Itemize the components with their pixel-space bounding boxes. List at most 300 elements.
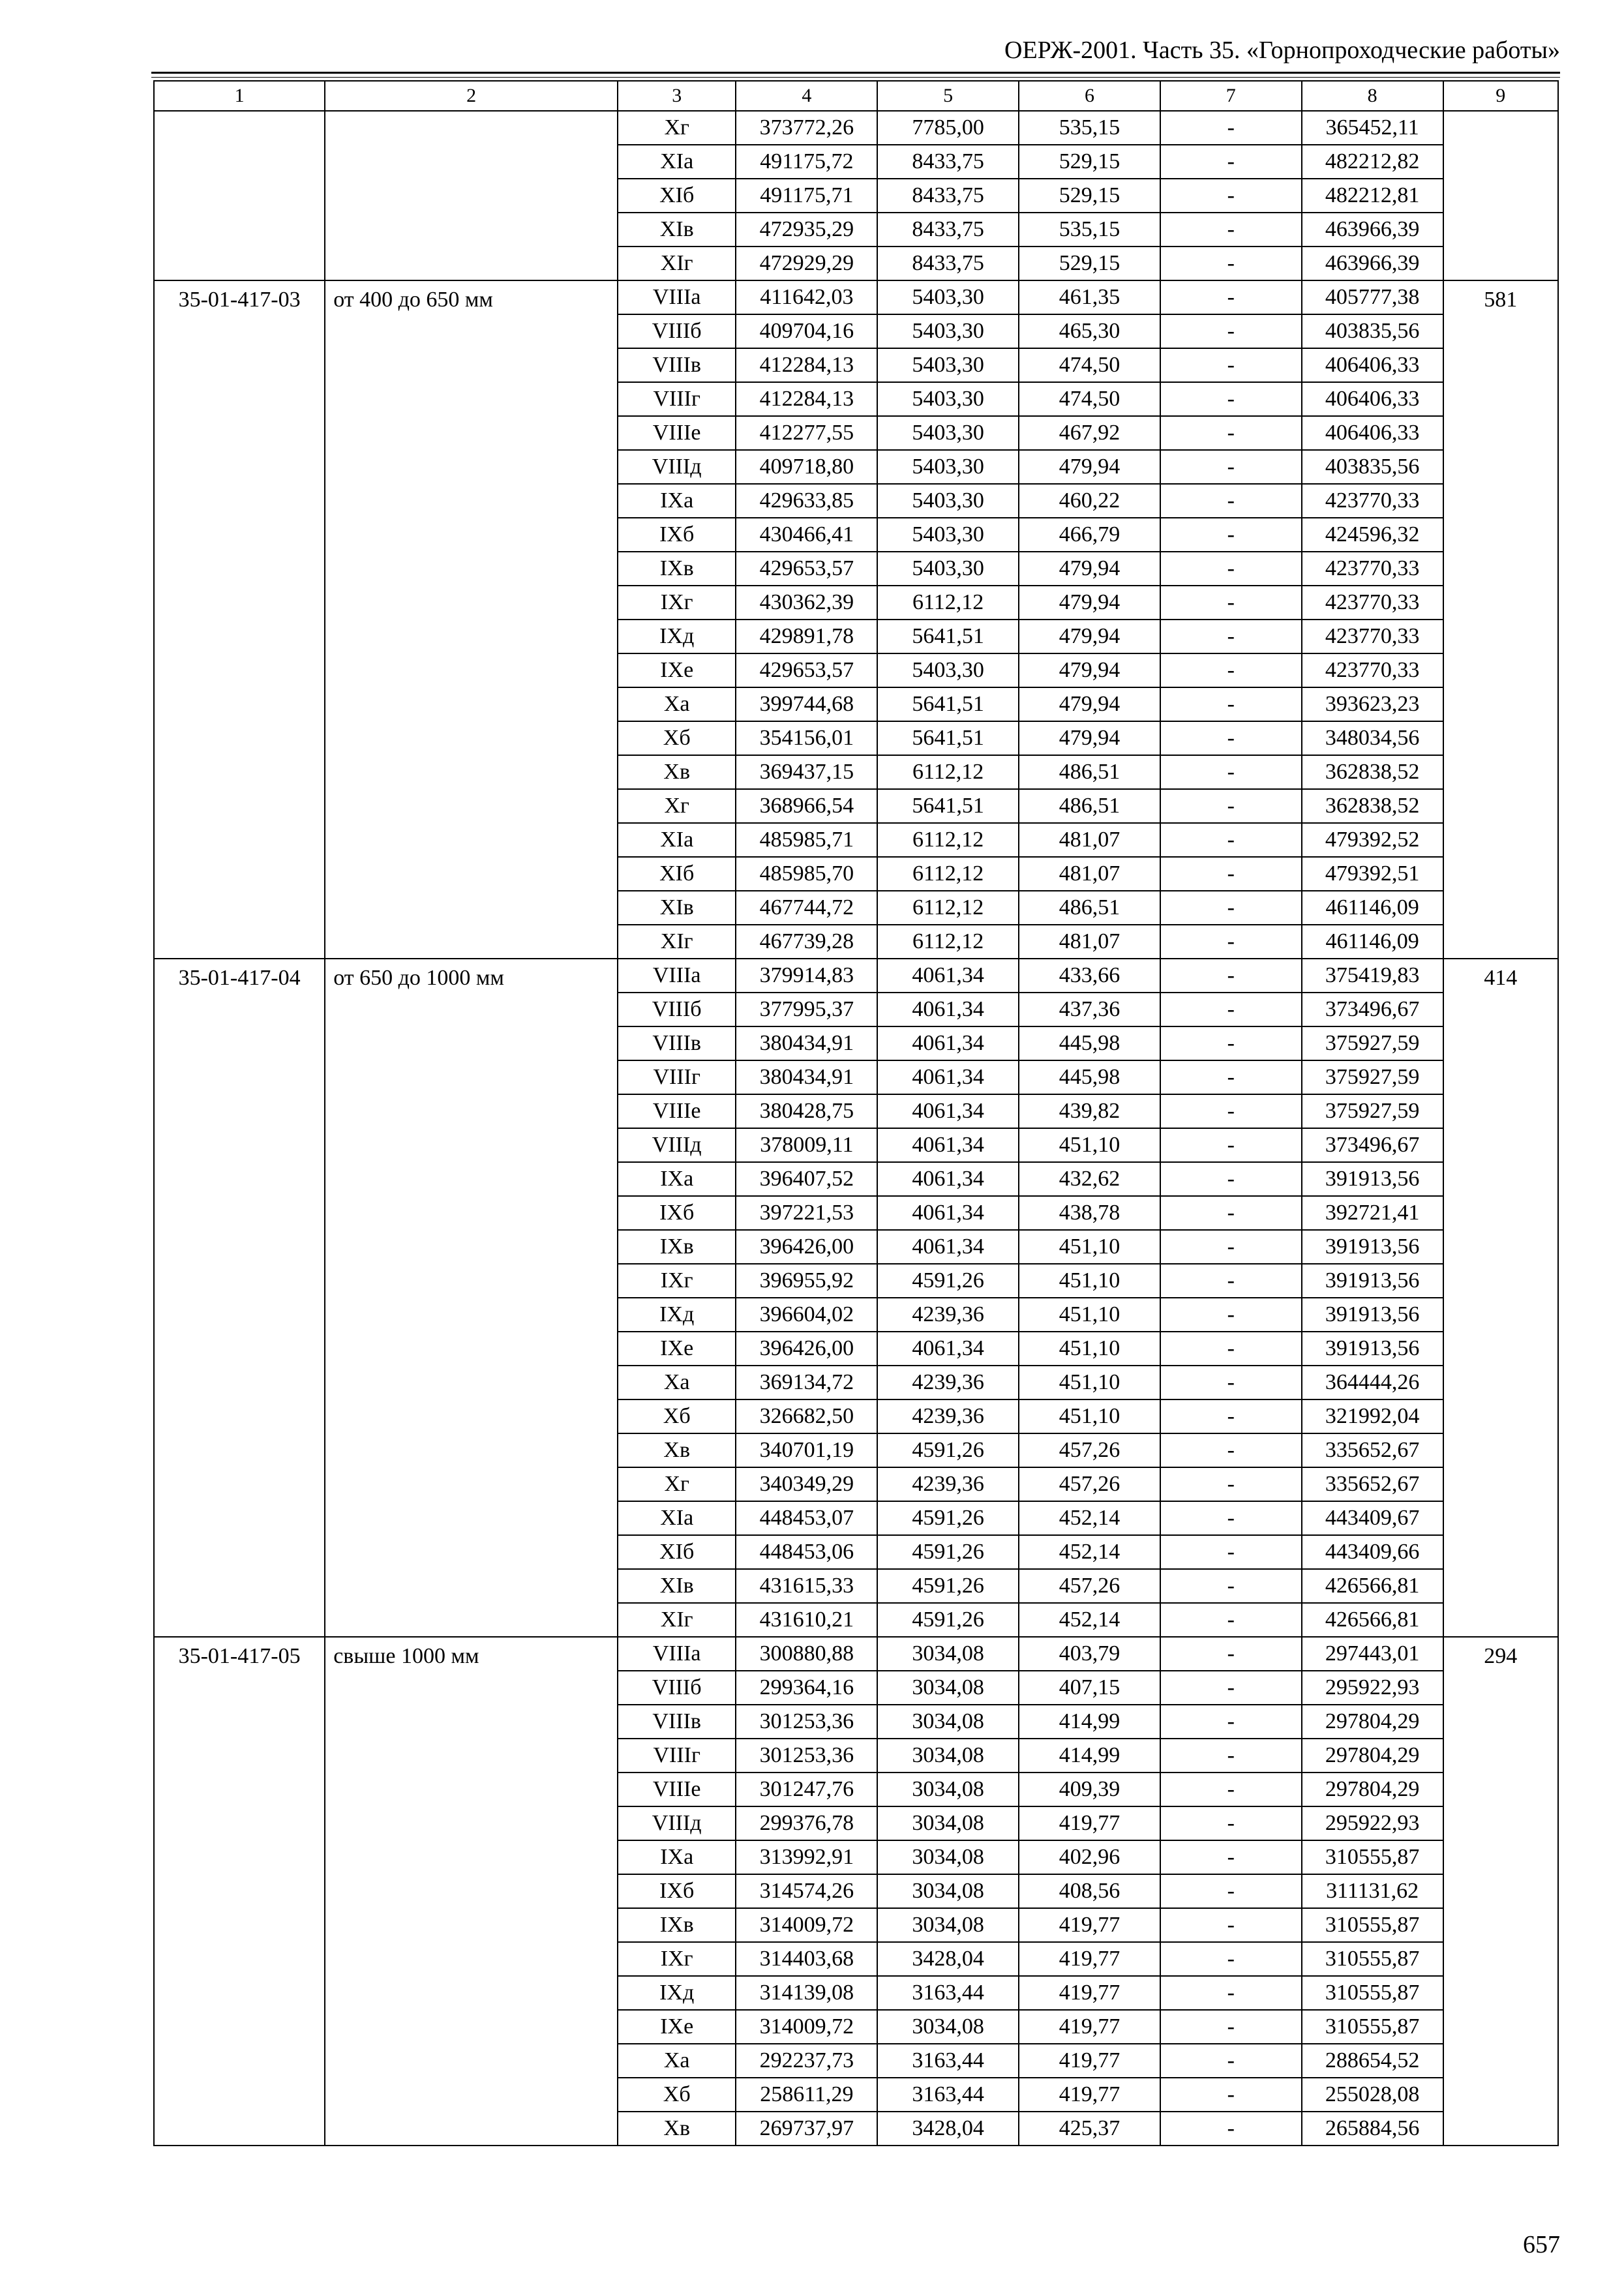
material-cost-cell: 310555,87	[1302, 1908, 1443, 1942]
wage-cell: 8433,75	[877, 179, 1019, 213]
machine-cost-cell: 457,26	[1019, 1569, 1160, 1603]
machine-cost-cell: 414,99	[1019, 1705, 1160, 1739]
total-cost-cell: 472929,29	[736, 247, 877, 280]
machine-cost-cell: 451,10	[1019, 1264, 1160, 1298]
total-cost-cell: 429653,57	[736, 653, 877, 687]
column-number: 3	[618, 81, 736, 111]
zone-cell: Xв	[618, 1433, 736, 1467]
machine-cost-cell: 452,14	[1019, 1501, 1160, 1535]
zone-cell: IXд	[618, 1298, 736, 1332]
driver-wage-cell: -	[1160, 1366, 1302, 1399]
zone-cell: Xв	[618, 755, 736, 789]
driver-wage-cell: -	[1160, 586, 1302, 620]
driver-wage-cell: -	[1160, 1128, 1302, 1162]
machine-cost-cell: 445,98	[1019, 1026, 1160, 1060]
driver-wage-cell: -	[1160, 1773, 1302, 1806]
column-number: 9	[1443, 81, 1558, 111]
total-cost-cell: 412277,55	[736, 416, 877, 450]
machine-cost-cell: 457,26	[1019, 1467, 1160, 1501]
machine-cost-cell: 451,10	[1019, 1230, 1160, 1264]
driver-wage-cell: -	[1160, 382, 1302, 416]
total-cost-cell: 448453,06	[736, 1535, 877, 1569]
column-number: 7	[1160, 81, 1302, 111]
wage-cell: 6112,12	[877, 823, 1019, 857]
labor-cost-cell: 581	[1443, 280, 1558, 959]
wage-cell: 5403,30	[877, 280, 1019, 314]
machine-cost-cell: 529,15	[1019, 247, 1160, 280]
material-cost-cell: 297804,29	[1302, 1773, 1443, 1806]
wage-cell: 4061,34	[877, 1196, 1019, 1230]
driver-wage-cell: -	[1160, 450, 1302, 484]
total-cost-cell: 396604,02	[736, 1298, 877, 1332]
column-number: 1	[154, 81, 325, 111]
total-cost-cell: 368966,54	[736, 789, 877, 823]
zone-cell: VIIIв	[618, 1026, 736, 1060]
machine-cost-cell: 486,51	[1019, 755, 1160, 789]
zone-cell: IXa	[618, 1840, 736, 1874]
driver-wage-cell: -	[1160, 213, 1302, 247]
wage-cell: 6112,12	[877, 586, 1019, 620]
item-description: от 400 до 650 мм	[325, 280, 618, 959]
material-cost-cell: 265884,56	[1302, 2112, 1443, 2146]
total-cost-cell: 299376,78	[736, 1806, 877, 1840]
material-cost-cell: 391913,56	[1302, 1162, 1443, 1196]
material-cost-cell: 288654,52	[1302, 2044, 1443, 2078]
total-cost-cell: 340349,29	[736, 1467, 877, 1501]
zone-cell: Xг	[618, 789, 736, 823]
material-cost-cell: 364444,26	[1302, 1366, 1443, 1399]
material-cost-cell: 321992,04	[1302, 1399, 1443, 1433]
machine-cost-cell: 535,15	[1019, 213, 1160, 247]
wage-cell: 4061,34	[877, 1128, 1019, 1162]
total-cost-cell: 396407,52	[736, 1162, 877, 1196]
machine-cost-cell: 486,51	[1019, 789, 1160, 823]
machine-cost-cell: 479,94	[1019, 450, 1160, 484]
machine-cost-cell: 425,37	[1019, 2112, 1160, 2146]
machine-cost-cell: 467,92	[1019, 416, 1160, 450]
driver-wage-cell: -	[1160, 1298, 1302, 1332]
wage-cell: 5403,30	[877, 382, 1019, 416]
zone-cell: VIIIa	[618, 280, 736, 314]
driver-wage-cell: -	[1160, 314, 1302, 348]
machine-cost-cell: 402,96	[1019, 1840, 1160, 1874]
wage-cell: 5641,51	[877, 620, 1019, 653]
wage-cell: 5403,30	[877, 518, 1019, 552]
total-cost-cell: 412284,13	[736, 382, 877, 416]
total-cost-cell: 467739,28	[736, 925, 877, 959]
total-cost-cell: 377995,37	[736, 993, 877, 1026]
zone-cell: IXa	[618, 484, 736, 518]
machine-cost-cell: 445,98	[1019, 1060, 1160, 1094]
machine-cost-cell: 419,77	[1019, 2010, 1160, 2044]
zone-cell: XIг	[618, 925, 736, 959]
total-cost-cell: 314139,08	[736, 1976, 877, 2010]
zone-cell: XIб	[618, 179, 736, 213]
material-cost-cell: 392721,41	[1302, 1196, 1443, 1230]
wage-cell: 4061,34	[877, 959, 1019, 993]
wage-cell: 4061,34	[877, 1162, 1019, 1196]
material-cost-cell: 362838,52	[1302, 789, 1443, 823]
material-cost-cell: 295922,93	[1302, 1671, 1443, 1705]
wage-cell: 3163,44	[877, 1976, 1019, 2010]
total-cost-cell: 299364,16	[736, 1671, 877, 1705]
driver-wage-cell: -	[1160, 2112, 1302, 2146]
material-cost-cell: 461146,09	[1302, 891, 1443, 925]
driver-wage-cell: -	[1160, 1060, 1302, 1094]
material-cost-cell: 393623,23	[1302, 687, 1443, 721]
item-code: 35-01-417-04	[154, 959, 325, 1637]
material-cost-cell: 426566,81	[1302, 1603, 1443, 1637]
driver-wage-cell: -	[1160, 1230, 1302, 1264]
total-cost-cell: 314403,68	[736, 1942, 877, 1976]
wage-cell: 3034,08	[877, 1908, 1019, 1942]
driver-wage-cell: -	[1160, 1637, 1302, 1671]
table-body	[154, 81, 1558, 2146]
machine-cost-cell: 419,77	[1019, 1976, 1160, 2010]
header-rule-thin	[151, 77, 1560, 78]
page-header-title: ОЕРЖ-2001. Часть 35. «Горнопроходческие работы»	[1004, 37, 1560, 64]
machine-cost-cell: 481,07	[1019, 925, 1160, 959]
column-number: 8	[1302, 81, 1443, 111]
total-cost-cell: 429633,85	[736, 484, 877, 518]
zone-cell: VIIIв	[618, 1705, 736, 1739]
machine-cost-cell: 479,94	[1019, 552, 1160, 586]
zone-cell: Xг	[618, 111, 736, 145]
total-cost-cell: 429891,78	[736, 620, 877, 653]
wage-cell: 4061,34	[877, 1026, 1019, 1060]
table-row	[154, 1637, 1558, 1671]
column-number: 4	[736, 81, 877, 111]
machine-cost-cell: 409,39	[1019, 1773, 1160, 1806]
machine-cost-cell: 452,14	[1019, 1535, 1160, 1569]
column-number: 2	[325, 81, 618, 111]
column-number: 5	[877, 81, 1019, 111]
material-cost-cell: 375927,59	[1302, 1094, 1443, 1128]
machine-cost-cell: 438,78	[1019, 1196, 1160, 1230]
zone-cell: IXг	[618, 1942, 736, 1976]
item-code: 35-01-417-05	[154, 1637, 325, 2146]
total-cost-cell: 411642,03	[736, 280, 877, 314]
machine-cost-cell: 460,22	[1019, 484, 1160, 518]
zone-cell: VIIIa	[618, 959, 736, 993]
zone-cell: XIб	[618, 857, 736, 891]
total-cost-cell: 409718,80	[736, 450, 877, 484]
zone-cell: IXг	[618, 1264, 736, 1298]
material-cost-cell: 423770,33	[1302, 653, 1443, 687]
machine-cost-cell: 529,15	[1019, 145, 1160, 179]
machine-cost-cell: 419,77	[1019, 1942, 1160, 1976]
zone-cell: IXб	[618, 1196, 736, 1230]
driver-wage-cell: -	[1160, 1739, 1302, 1773]
machine-cost-cell: 439,82	[1019, 1094, 1160, 1128]
driver-wage-cell: -	[1160, 247, 1302, 280]
material-cost-cell: 297804,29	[1302, 1739, 1443, 1773]
wage-cell: 5403,30	[877, 314, 1019, 348]
driver-wage-cell: -	[1160, 111, 1302, 145]
wage-cell: 3034,08	[877, 1874, 1019, 1908]
material-cost-cell: 406406,33	[1302, 348, 1443, 382]
material-cost-cell: 391913,56	[1302, 1230, 1443, 1264]
wage-cell: 3428,04	[877, 2112, 1019, 2146]
machine-cost-cell: 474,50	[1019, 348, 1160, 382]
item-code	[154, 111, 325, 280]
wage-cell: 4591,26	[877, 1433, 1019, 1467]
zone-cell: Xб	[618, 721, 736, 755]
material-cost-cell: 310555,87	[1302, 1942, 1443, 1976]
zone-cell: XIв	[618, 213, 736, 247]
wage-cell: 3163,44	[877, 2078, 1019, 2112]
material-cost-cell: 479392,51	[1302, 857, 1443, 891]
total-cost-cell: 378009,11	[736, 1128, 877, 1162]
wage-cell: 3034,08	[877, 1705, 1019, 1739]
driver-wage-cell: -	[1160, 1264, 1302, 1298]
machine-cost-cell: 481,07	[1019, 857, 1160, 891]
driver-wage-cell: -	[1160, 1874, 1302, 1908]
material-cost-cell: 461146,09	[1302, 925, 1443, 959]
zone-cell: XIг	[618, 247, 736, 280]
zone-cell: VIIIв	[618, 348, 736, 382]
machine-cost-cell: 451,10	[1019, 1366, 1160, 1399]
total-cost-cell: 300880,88	[736, 1637, 877, 1671]
driver-wage-cell: -	[1160, 484, 1302, 518]
total-cost-cell: 431615,33	[736, 1569, 877, 1603]
material-cost-cell: 482212,82	[1302, 145, 1443, 179]
machine-cost-cell: 403,79	[1019, 1637, 1160, 1671]
zone-cell: Xa	[618, 2044, 736, 2078]
driver-wage-cell: -	[1160, 959, 1302, 993]
material-cost-cell: 403835,56	[1302, 314, 1443, 348]
driver-wage-cell: -	[1160, 1671, 1302, 1705]
zone-cell: IXa	[618, 1162, 736, 1196]
machine-cost-cell: 535,15	[1019, 111, 1160, 145]
total-cost-cell: 430362,39	[736, 586, 877, 620]
zone-cell: XIa	[618, 145, 736, 179]
total-cost-cell: 313992,91	[736, 1840, 877, 1874]
total-cost-cell: 409704,16	[736, 314, 877, 348]
driver-wage-cell: -	[1160, 145, 1302, 179]
driver-wage-cell: -	[1160, 789, 1302, 823]
item-description: свыше 1000 мм	[325, 1637, 618, 2146]
total-cost-cell: 369134,72	[736, 1366, 877, 1399]
driver-wage-cell: -	[1160, 1501, 1302, 1535]
machine-cost-cell: 479,94	[1019, 721, 1160, 755]
material-cost-cell: 443409,66	[1302, 1535, 1443, 1569]
material-cost-cell: 423770,33	[1302, 552, 1443, 586]
material-cost-cell: 403835,56	[1302, 450, 1443, 484]
material-cost-cell: 255028,08	[1302, 2078, 1443, 2112]
zone-cell: IXб	[618, 518, 736, 552]
total-cost-cell: 396426,00	[736, 1230, 877, 1264]
header-rule-thick	[151, 72, 1560, 74]
driver-wage-cell: -	[1160, 2010, 1302, 2044]
machine-cost-cell: 408,56	[1019, 1874, 1160, 1908]
zone-cell: VIIIб	[618, 314, 736, 348]
material-cost-cell: 443409,67	[1302, 1501, 1443, 1535]
driver-wage-cell: -	[1160, 1399, 1302, 1433]
driver-wage-cell: -	[1160, 653, 1302, 687]
driver-wage-cell: -	[1160, 1705, 1302, 1739]
machine-cost-cell: 479,94	[1019, 586, 1160, 620]
price-table	[153, 80, 1559, 2146]
wage-cell: 5641,51	[877, 721, 1019, 755]
zone-cell: VIIIб	[618, 993, 736, 1026]
wage-cell: 4591,26	[877, 1264, 1019, 1298]
machine-cost-cell: 437,36	[1019, 993, 1160, 1026]
driver-wage-cell: -	[1160, 1806, 1302, 1840]
machine-cost-cell: 452,14	[1019, 1603, 1160, 1637]
total-cost-cell: 369437,15	[736, 755, 877, 789]
total-cost-cell: 301253,36	[736, 1705, 877, 1739]
total-cost-cell: 399744,68	[736, 687, 877, 721]
zone-cell: VIIIa	[618, 1637, 736, 1671]
machine-cost-cell: 457,26	[1019, 1433, 1160, 1467]
material-cost-cell: 297804,29	[1302, 1705, 1443, 1739]
zone-cell: IXе	[618, 2010, 736, 2044]
zone-cell: XIв	[618, 1569, 736, 1603]
material-cost-cell: 391913,56	[1302, 1332, 1443, 1366]
wage-cell: 5641,51	[877, 687, 1019, 721]
wage-cell: 5403,30	[877, 348, 1019, 382]
driver-wage-cell: -	[1160, 755, 1302, 789]
wage-cell: 3428,04	[877, 1942, 1019, 1976]
material-cost-cell: 297443,01	[1302, 1637, 1443, 1671]
zone-cell: VIIIг	[618, 382, 736, 416]
total-cost-cell: 485985,71	[736, 823, 877, 857]
driver-wage-cell: -	[1160, 925, 1302, 959]
material-cost-cell: 375927,59	[1302, 1060, 1443, 1094]
zone-cell: IXг	[618, 586, 736, 620]
total-cost-cell: 429653,57	[736, 552, 877, 586]
machine-cost-cell: 419,77	[1019, 1908, 1160, 1942]
driver-wage-cell: -	[1160, 1535, 1302, 1569]
wage-cell: 7785,00	[877, 111, 1019, 145]
total-cost-cell: 354156,01	[736, 721, 877, 755]
driver-wage-cell: -	[1160, 1603, 1302, 1637]
material-cost-cell: 406406,33	[1302, 416, 1443, 450]
wage-cell: 4591,26	[877, 1603, 1019, 1637]
driver-wage-cell: -	[1160, 1976, 1302, 2010]
table-row	[154, 280, 1558, 314]
column-number: 6	[1019, 81, 1160, 111]
driver-wage-cell: -	[1160, 2078, 1302, 2112]
wage-cell: 4061,34	[877, 1332, 1019, 1366]
material-cost-cell: 423770,33	[1302, 586, 1443, 620]
zone-cell: IXд	[618, 1976, 736, 2010]
zone-cell: IXд	[618, 620, 736, 653]
material-cost-cell: 311131,62	[1302, 1874, 1443, 1908]
material-cost-cell: 482212,81	[1302, 179, 1443, 213]
wage-cell: 3163,44	[877, 2044, 1019, 2078]
machine-cost-cell: 451,10	[1019, 1128, 1160, 1162]
wage-cell: 3034,08	[877, 1671, 1019, 1705]
zone-cell: XIв	[618, 891, 736, 925]
driver-wage-cell: -	[1160, 993, 1302, 1026]
driver-wage-cell: -	[1160, 348, 1302, 382]
total-cost-cell: 467744,72	[736, 891, 877, 925]
zone-cell: IXе	[618, 1332, 736, 1366]
total-cost-cell: 373772,26	[736, 111, 877, 145]
zone-cell: XIa	[618, 1501, 736, 1535]
machine-cost-cell: 466,79	[1019, 518, 1160, 552]
zone-cell: VIIIе	[618, 416, 736, 450]
driver-wage-cell: -	[1160, 857, 1302, 891]
wage-cell: 4591,26	[877, 1501, 1019, 1535]
total-cost-cell: 292237,73	[736, 2044, 877, 2078]
driver-wage-cell: -	[1160, 1942, 1302, 1976]
total-cost-cell: 258611,29	[736, 2078, 877, 2112]
zone-cell: Xa	[618, 1366, 736, 1399]
zone-cell: VIIIд	[618, 450, 736, 484]
machine-cost-cell: 479,94	[1019, 687, 1160, 721]
material-cost-cell: 463966,39	[1302, 247, 1443, 280]
total-cost-cell: 314574,26	[736, 1874, 877, 1908]
material-cost-cell: 335652,67	[1302, 1433, 1443, 1467]
wage-cell: 4061,34	[877, 1060, 1019, 1094]
wage-cell: 6112,12	[877, 857, 1019, 891]
machine-cost-cell: 433,66	[1019, 959, 1160, 993]
total-cost-cell: 340701,19	[736, 1433, 877, 1467]
zone-cell: VIIIг	[618, 1739, 736, 1773]
total-cost-cell: 314009,72	[736, 2010, 877, 2044]
labor-cost-cell	[1443, 111, 1558, 280]
material-cost-cell: 463966,39	[1302, 213, 1443, 247]
machine-cost-cell: 486,51	[1019, 891, 1160, 925]
item-description	[325, 111, 618, 280]
machine-cost-cell: 479,94	[1019, 653, 1160, 687]
table-row	[154, 111, 1558, 145]
driver-wage-cell: -	[1160, 687, 1302, 721]
total-cost-cell: 301253,36	[736, 1739, 877, 1773]
wage-cell: 5403,30	[877, 484, 1019, 518]
zone-cell: VIIIг	[618, 1060, 736, 1094]
page-number: 657	[1523, 2231, 1560, 2258]
wage-cell: 4239,36	[877, 1298, 1019, 1332]
machine-cost-cell: 451,10	[1019, 1399, 1160, 1433]
machine-cost-cell: 432,62	[1019, 1162, 1160, 1196]
material-cost-cell: 348034,56	[1302, 721, 1443, 755]
machine-cost-cell: 451,10	[1019, 1298, 1160, 1332]
zone-cell: Xв	[618, 2112, 736, 2146]
material-cost-cell: 423770,33	[1302, 484, 1443, 518]
driver-wage-cell: -	[1160, 1162, 1302, 1196]
zone-cell: VIIIе	[618, 1094, 736, 1128]
material-cost-cell: 391913,56	[1302, 1298, 1443, 1332]
machine-cost-cell: 529,15	[1019, 179, 1160, 213]
driver-wage-cell: -	[1160, 891, 1302, 925]
total-cost-cell: 431610,21	[736, 1603, 877, 1637]
material-cost-cell: 406406,33	[1302, 382, 1443, 416]
machine-cost-cell: 414,99	[1019, 1739, 1160, 1773]
wage-cell: 3034,08	[877, 1739, 1019, 1773]
driver-wage-cell: -	[1160, 416, 1302, 450]
driver-wage-cell: -	[1160, 1840, 1302, 1874]
material-cost-cell: 375419,83	[1302, 959, 1443, 993]
driver-wage-cell: -	[1160, 552, 1302, 586]
zone-cell: XIa	[618, 823, 736, 857]
total-cost-cell: 301247,76	[736, 1773, 877, 1806]
driver-wage-cell: -	[1160, 179, 1302, 213]
material-cost-cell: 426566,81	[1302, 1569, 1443, 1603]
material-cost-cell: 310555,87	[1302, 2010, 1443, 2044]
total-cost-cell: 396955,92	[736, 1264, 877, 1298]
zone-cell: VIIIд	[618, 1128, 736, 1162]
total-cost-cell: 396426,00	[736, 1332, 877, 1366]
driver-wage-cell: -	[1160, 823, 1302, 857]
wage-cell: 6112,12	[877, 891, 1019, 925]
material-cost-cell: 373496,67	[1302, 993, 1443, 1026]
machine-cost-cell: 474,50	[1019, 382, 1160, 416]
driver-wage-cell: -	[1160, 1569, 1302, 1603]
